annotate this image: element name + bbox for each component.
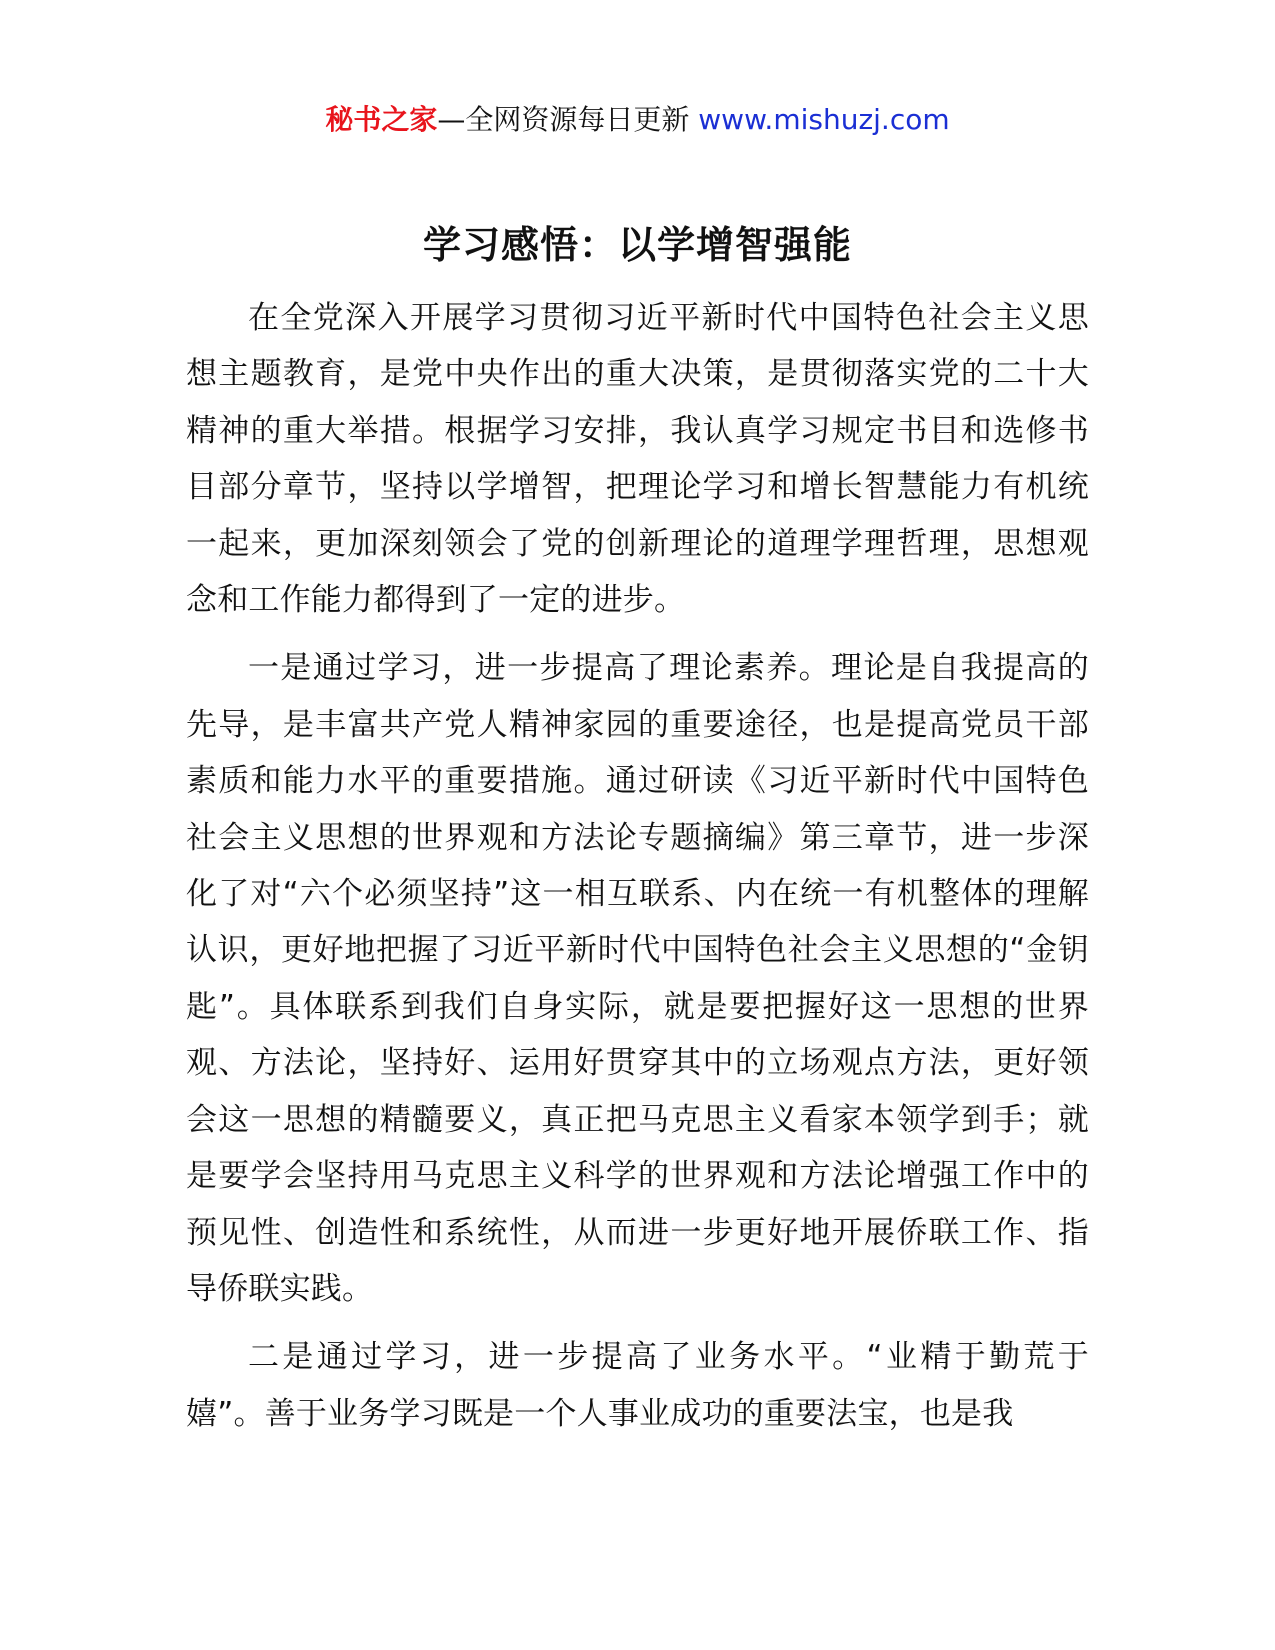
site-header	[0, 100, 1275, 140]
body-paragraph: 一是通过学习，进一步提高了理论素养。理论是自我提高的先导，是丰富共产党人精神家园的重要途径，也是提高党员干部素质和能力水平的重要措施。通过研读《习近平新时代中国特色社会主义思想的世界观和方法论专题摘编》第三章节，进一步深化了对“六个必须坚持”这一相互联系、内在统一有机整体的理解认识，更好地把握了习近平新时代中国特色社会主义思想的“金钥匙”。具体联系到我们自身实际，就是要把握好这一思想的世界观、方法论，坚持好、运用好贯穿其中的立场观点方法，更好领会这一思想的精髓要义，真正把马克思主义看家本领学到手；就是要学会坚持用马克思主义科学的世界观和方法论增强工作中的预见性、创造性和系统性，从而进一步更好地开展侨联工作、指导侨联实践。	[186, 650, 1089, 1307]
document-body	[186, 290, 1089, 1454]
body-paragraph: 在全党深入开展学习贯彻习近平新时代中国特色社会主义思想主题教育，是党中央作出的重大决策，是贯彻落实党的二十大精神的重大举措。根据学习安排，我认真学习规定书目和选修书目部分章节，坚持以学增智，把理论学习和增长智慧能力有机统一起来，更加深刻领会了党的创新理论的道理学理哲理，思想观念和工作能力都得到了一定的进步。	[186, 300, 1089, 619]
document-title: 学习感悟：以学增智强能	[422, 223, 852, 267]
header-slogan: —全网资源每日更新	[437, 103, 699, 136]
site-url-link[interactable]: www.mishuzj.com	[698, 103, 950, 136]
brand-name: 秘书之家	[325, 103, 438, 136]
body-paragraph: 二是通过学习，进一步提高了业务水平。“业精于勤荒于嬉”。善于业务学习既是一个人事业成功的重要法宝，也是我	[186, 1339, 1089, 1432]
